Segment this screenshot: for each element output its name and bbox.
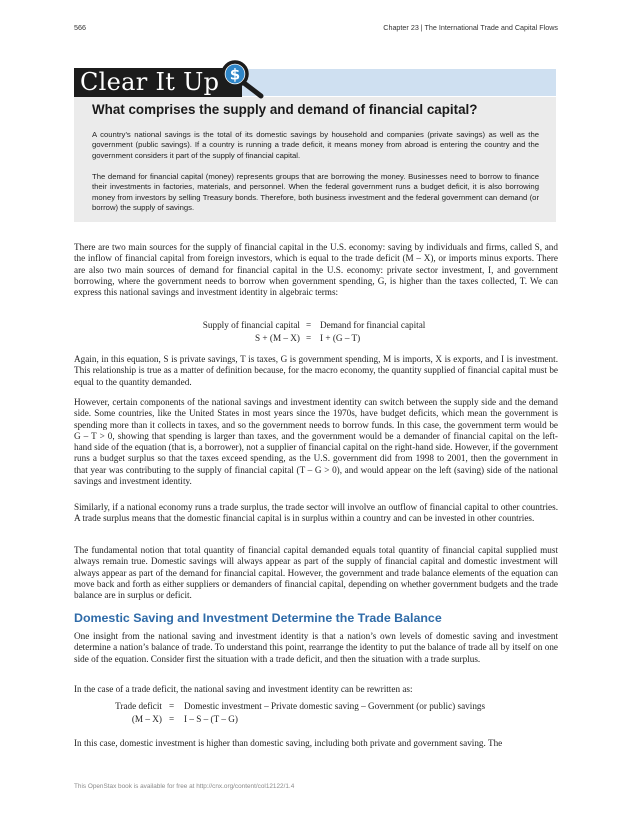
body-paragraph-7: In the case of a trade deficit, the national saving and investment identity can be rewritten as: bbox=[74, 684, 413, 694]
eq2-row2-left: (M – X) bbox=[131, 714, 162, 724]
eq1-row2-op: = bbox=[306, 333, 312, 343]
eq2-row1-left-label: Trade deficit bbox=[115, 701, 162, 711]
page-header bbox=[74, 23, 558, 35]
banner-title: Clear It Up bbox=[74, 68, 242, 97]
svg-text:$: $ bbox=[229, 65, 241, 84]
trade-deficit-equation bbox=[0, 701, 630, 725]
body-paragraph-5: The fundamental notion that total quantity of financial capital demanded equals total quantity of financial capital supplied must always remain true. Domestic savings will always appear as part of the supply of financial capital and domestic investment will always appear as part of the demand for financial capital. However, the government and trade balance elements of the equation can move back and forth as either suppliers or demanders of financial capital, depending on whether government budgets and the trade balance are in surplus or deficit. bbox=[74, 545, 558, 600]
feature-paragraph-1: A country’s national savings is the total of its domestic savings by household and companies (private savings) as well as the government (public savings). If a country is running a trade deficit, it means money from abroad is entering the country and the government considers it part of the supply of financial capital. bbox=[92, 130, 539, 160]
savings-identity-equation bbox=[0, 320, 630, 344]
eq2-row1-right: Domestic investment – Private domestic saving – Government (or public) savings bbox=[184, 701, 486, 711]
body-paragraph-3: However, certain components of the national savings and investment identity can switch between the supply side and the demand side. Some countries, like the United States in most years since the 1970s, have budget deficits, which mean the government is spending more than it collects in taxes, and so the government needs to borrow funds. In this case, the government term would be G – T > 0, showing that spending is larger than taxes, and the government would be a demander of financial capital on the left-hand side of the equation (that is, a borrower), not a supplier of financial capital on the right-hand side. However, if the government runs a budget surplus so that the taxes exceed spending, as the U.S. government did from 1998 to 2001, then the government in that year was contributing to the supply of financial capital (T – G > 0), and would appear on the left (saving) side of the national savings and investment identity. bbox=[74, 397, 558, 486]
eq1-row1-left: Supply of financial capital bbox=[202, 320, 300, 330]
section-heading: Domestic Saving and Investment Determine the Trade Balance bbox=[74, 611, 442, 625]
eq1-row2-right: I + (G – T) bbox=[320, 333, 361, 343]
eq2-row1-op: = bbox=[169, 701, 175, 711]
body-paragraph-8: In this case, domestic investment is higher than domestic saving, including both private and government saving. The bbox=[74, 738, 503, 748]
feature-paragraph-2: The demand for financial capital (money) represents groups that are borrowing the money. Businesses need to borrow to finance their investments in factories, materials, and personnel. When the federal government runs a budget deficit, it is also borrowing money from investors by selling Treasury bonds. Therefore, both business investment and the federal government can demand (or borrow) the supply of savings. bbox=[92, 172, 539, 212]
body-paragraph-1: There are two main sources for the supply of financial capital in the U.S. economy: saving by individuals and firms, called S, and the inflow of financial capital from foreign investors, which is equal to the trade deficit (M – X), or imports minus exports. There are also two main sources of demand for financial capital in the U.S. economy: private sector investment, I, and government borrowing, where the government needs to borrow when government spending, G, is higher than the taxes collected, T. We can express this national savings and investment identity in algebraic terms: bbox=[74, 242, 558, 297]
body-paragraph-4: Similarly, if a national economy runs a trade surplus, the trade sector will involve an outflow of financial capital to other countries. A trade surplus means that the domestic financial capital is in surplus within a country and can be invested in other countries. bbox=[74, 502, 558, 524]
page-footer: This OpenStax book is available for free at http://cnx.org/content/col12122/1.4 bbox=[74, 783, 295, 790]
body-paragraph-2: Again, in this equation, S is private savings, T is taxes, G is government spending, M is imports, X is exports, and I is investment. This relationship is true as a matter of definition because, for the macro economy, the quantity supplied of financial capital must be equal to the quantity demanded. bbox=[74, 354, 558, 387]
eq1-row2-left: S + (M – X) bbox=[255, 333, 300, 343]
eq1-row1-right: Demand for financial capital bbox=[320, 320, 426, 330]
magnifier-dollar-icon bbox=[217, 58, 265, 100]
eq2-row2-op: = bbox=[169, 714, 175, 724]
eq1-row1-op: = bbox=[306, 320, 312, 330]
feature-heading: What comprises the supply and demand of financial capital? bbox=[92, 102, 478, 117]
clear-it-up-box bbox=[74, 58, 556, 222]
body-paragraph-6: One insight from the national saving and investment identity is that a nation’s own levels of domestic saving and investment determine a nation’s balance of trade. To understand this point, rearrange the identity to put the balance of trade all by itself on one side of the equation. Consider first the situation with a trade deficit, and then the situation with a trade surplus. bbox=[74, 631, 558, 664]
page-number: 566 bbox=[74, 23, 86, 32]
eq2-row2-right: I – S – (T – G) bbox=[184, 714, 238, 724]
chapter-title: Chapter 23 | The International Trade and Capital Flows bbox=[383, 23, 558, 32]
